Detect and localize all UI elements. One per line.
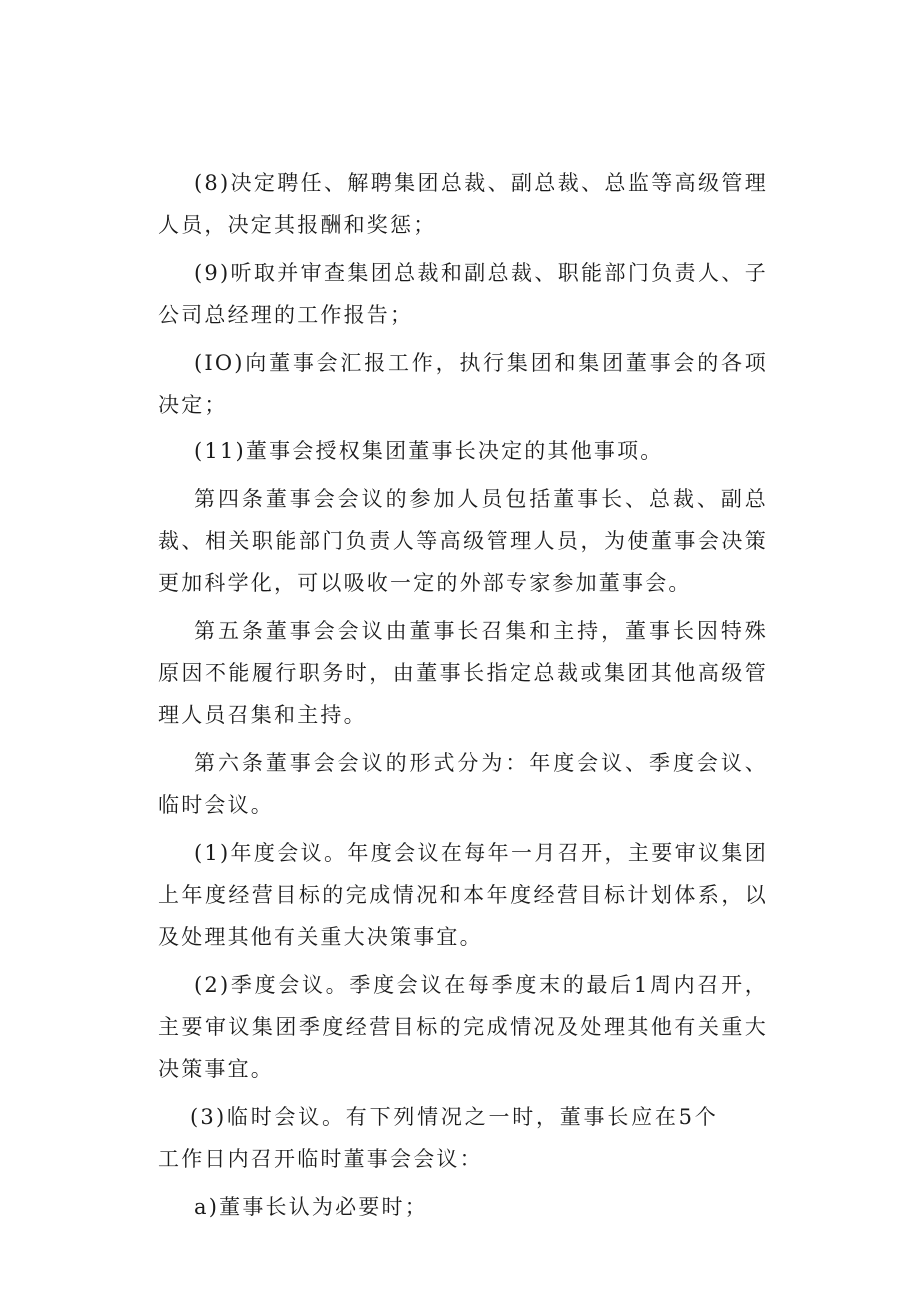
paragraph-item-11: (11)董事会授权集团董事长决定的其他事项。 (194, 439, 664, 463)
paragraph-article-5: 第五条董事会会议由董事长召集和主持，董事长因特殊原因不能履行职务时，由董事长指定总裁或集团其他高级管理人员召集和主持。 (158, 619, 768, 727)
paragraph-quarterly-meeting: (2)季度会议。季度会议在每季度末的最后1周内召开，主要审议集团季度经营目标的完成情况及处理其他有关重大决策事宜。 (158, 973, 768, 1081)
paragraph-item-8: (8)决定聘任、解聘集团总裁、副总裁、总监等高级管理人员，决定其报酬和奖惩； (158, 171, 768, 237)
paragraph-item-9: (9)听取并审查集团总裁和副总裁、职能部门负责人、子公司总经理的工作报告； (158, 261, 768, 327)
paragraph-condition-a: a)董事长认为必要时； (194, 1195, 428, 1219)
document-body (158, 162, 768, 1234)
paragraph-article-6: 第六条董事会会议的形式分为：年度会议、季度会议、临时会议。 (158, 751, 768, 817)
paragraph-interim-meeting: (3)临时会议。有下列情况之一时，董事长应在5个工作日内召开临时董事会会议： (158, 1105, 718, 1171)
paragraph-annual-meeting: (1)年度会议。年度会议在每年一月召开，主要审议集团上年度经营目标的完成情况和本年度经营目标计划体系，以及处理其他有关重大决策事宜。 (158, 841, 768, 949)
paragraph-item-10: (IO)向董事会汇报工作，执行集团和集团董事会的各项决定； (158, 351, 768, 417)
paragraph-article-4: 第四条董事会会议的参加人员包括董事长、总裁、副总裁、相关职能部门负责人等高级管理人员，为使董事会决策更加科学化，可以吸收一定的外部专家参加董事会。 (158, 487, 768, 595)
